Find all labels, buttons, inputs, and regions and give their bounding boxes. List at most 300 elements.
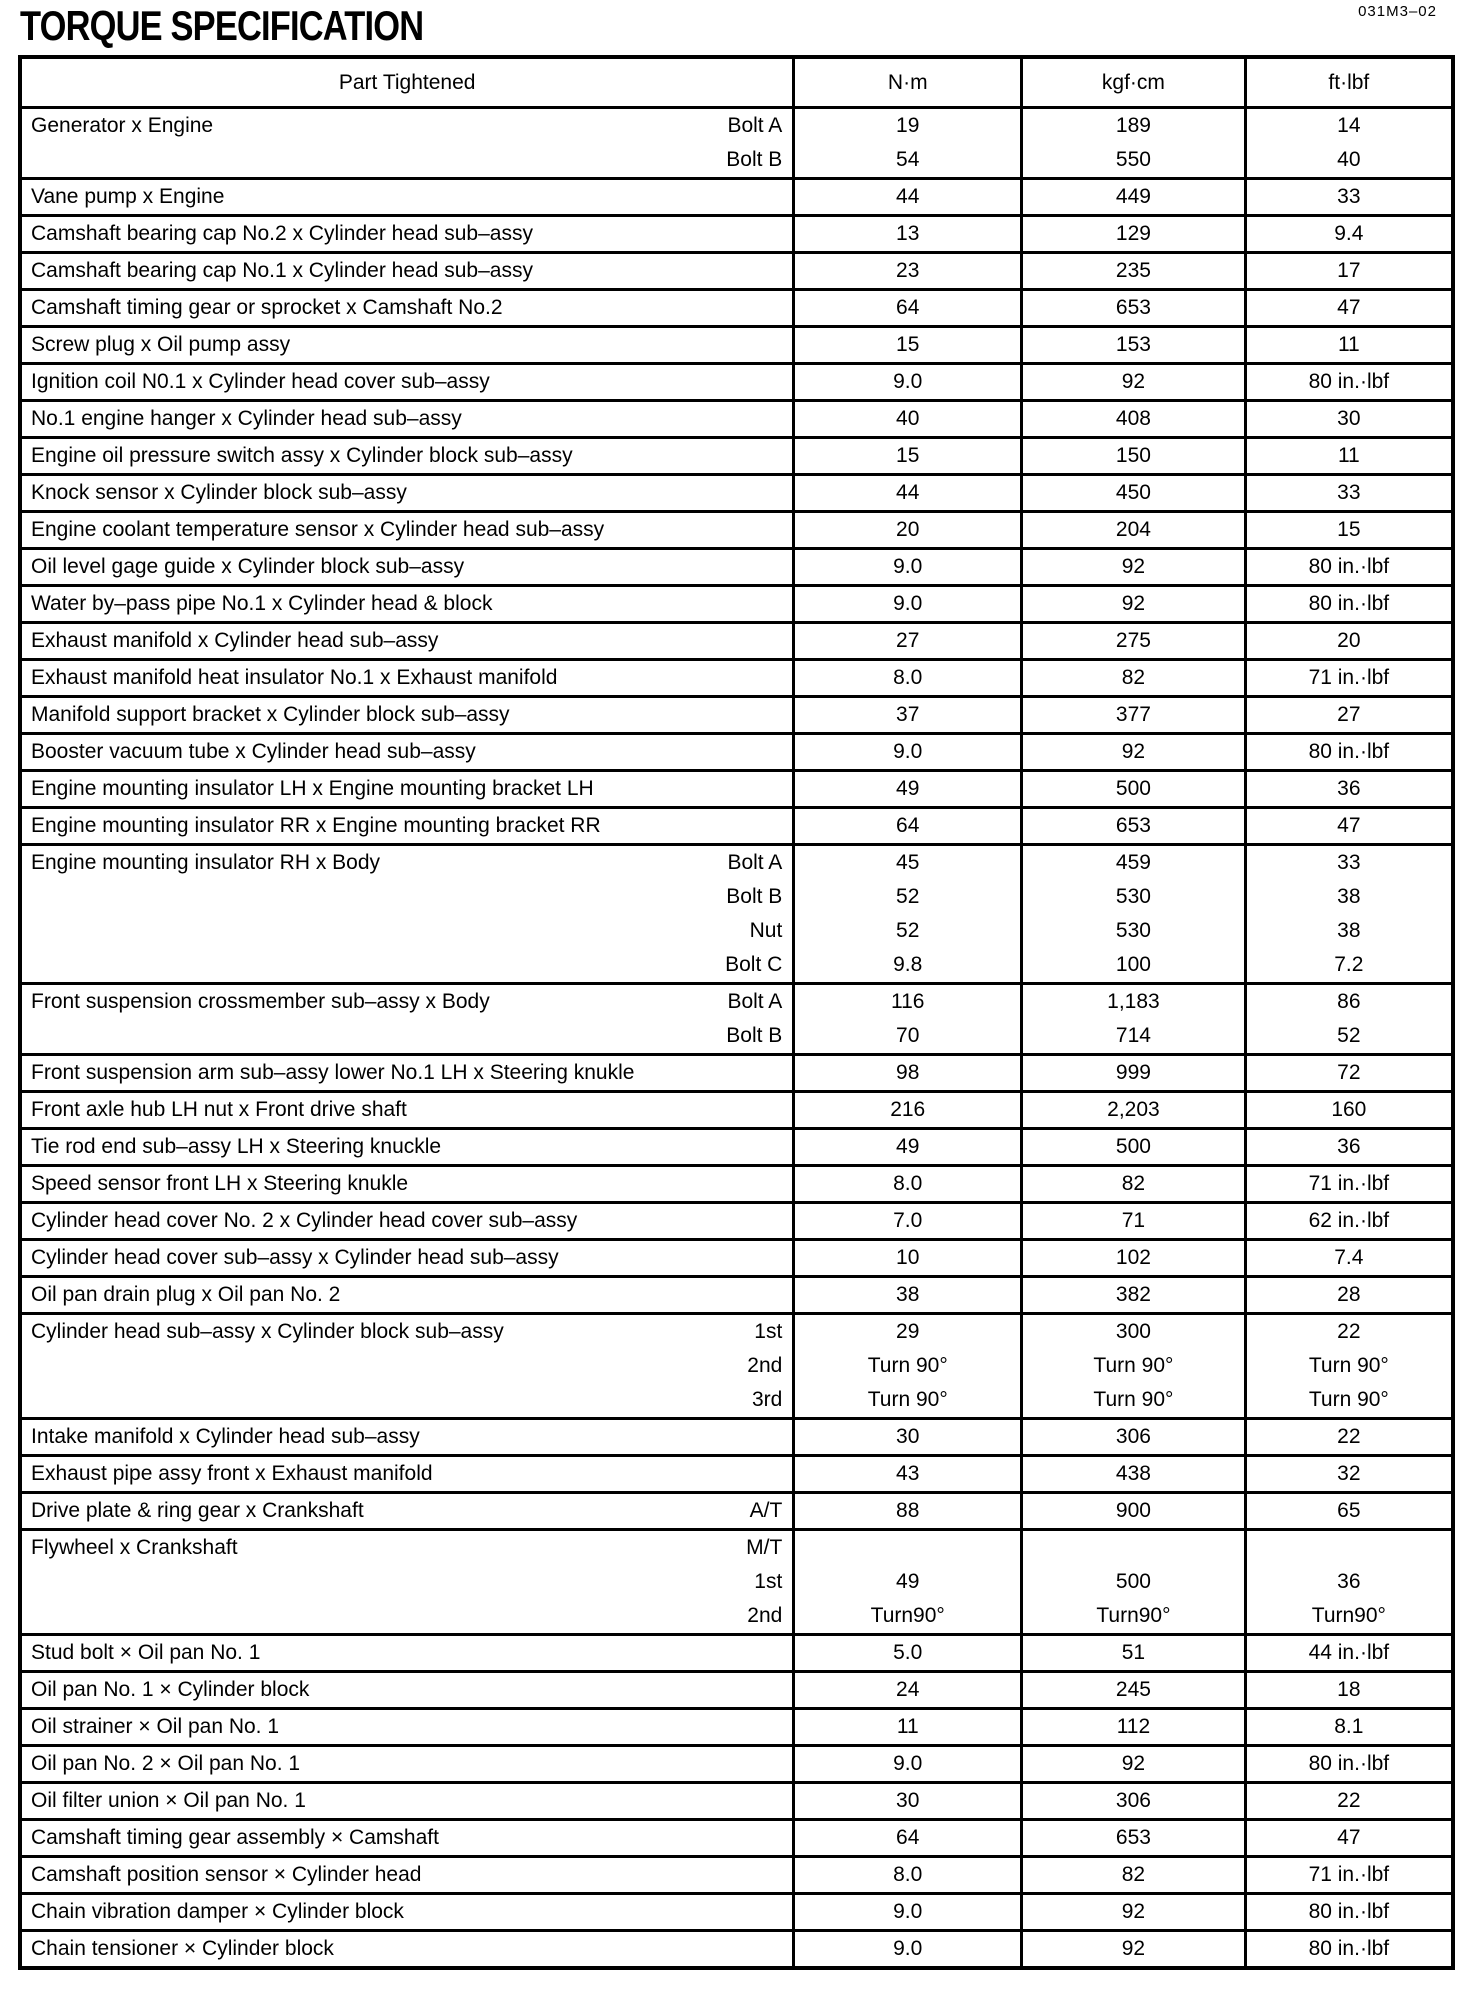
torque-value: 216 (890, 1098, 926, 1121)
value-cell-kgfcm (1022, 179, 1246, 216)
part-name: Engine coolant temperature sensor x Cylinder head sub–assy (31, 518, 605, 541)
value-cell-nm (794, 1635, 1022, 1672)
doc-code: 031M3–02 (1358, 3, 1437, 20)
table-row (20, 734, 1453, 771)
part-tightened-cell (20, 216, 794, 253)
value-cell-nm (794, 1456, 1022, 1493)
value-cell-ftlbf (1245, 1314, 1453, 1419)
part-name: Intake manifold x Cylinder head sub–assy (31, 1425, 420, 1448)
value-cell-nm (794, 1931, 1022, 1969)
torque-value: 9.0 (893, 1752, 923, 1775)
part-tightened-cell (20, 1419, 794, 1456)
part-name: Oil strainer × Oil pan No. 1 (31, 1715, 280, 1738)
part-tightened-cell (20, 984, 794, 1055)
torque-value: 999 (1115, 1061, 1151, 1084)
torque-value: 450 (1115, 481, 1151, 504)
value-cell-kgfcm (1022, 1635, 1246, 1672)
value-cell-nm (794, 1530, 1022, 1635)
table-row (20, 364, 1453, 401)
part-sublabel: Nut (749, 919, 783, 942)
torque-value: 15 (896, 333, 920, 356)
torque-value: 306 (1115, 1789, 1151, 1812)
torque-value: 300 (1115, 1320, 1151, 1343)
torque-value: 10 (896, 1246, 920, 1269)
torque-value: 1,183 (1107, 990, 1160, 1013)
part-name: Ignition coil N0.1 x Cylinder head cover sub–assy (31, 370, 490, 393)
value-cell-nm (794, 1240, 1022, 1277)
value-cell-kgfcm (1022, 660, 1246, 697)
torque-value: 653 (1115, 296, 1151, 319)
part-name: Exhaust manifold x Cylinder head sub–assy (31, 629, 439, 652)
torque-value: 40 (1337, 148, 1361, 171)
part-name: Knock sensor x Cylinder block sub–assy (31, 481, 407, 504)
torque-value: 64 (896, 814, 920, 837)
value-cell-ftlbf (1245, 1493, 1453, 1530)
torque-value: 30 (896, 1425, 920, 1448)
part-name: Stud bolt × Oil pan No. 1 (31, 1641, 261, 1664)
torque-value: 36 (1337, 1570, 1361, 1593)
torque-value: 92 (1121, 592, 1146, 615)
torque-value: 20 (1337, 629, 1361, 652)
table-row (20, 1493, 1453, 1530)
torque-value: 22 (1337, 1320, 1361, 1343)
torque-value (1247, 1531, 1451, 1565)
part-tightened-cell (20, 438, 794, 475)
value-cell-kgfcm (1022, 1055, 1246, 1092)
table-row (20, 1456, 1453, 1493)
table-header-row (20, 57, 1453, 108)
value-cell-ftlbf (1245, 586, 1453, 623)
part-tightened-cell (20, 1166, 794, 1203)
table-row (20, 1092, 1453, 1129)
value-cell-ftlbf (1245, 697, 1453, 734)
torque-value: 40 (896, 407, 920, 430)
torque-value: Turn90° (1311, 1604, 1386, 1627)
torque-value: 44 (896, 481, 920, 504)
table-row (20, 845, 1453, 984)
torque-value: 129 (1115, 222, 1151, 245)
value-cell-kgfcm (1022, 1783, 1246, 1820)
torque-value: 64 (896, 1826, 920, 1849)
part-name: Exhaust manifold heat insulator No.1 x Exhaust manifold (31, 666, 558, 689)
torque-value: 64 (896, 296, 920, 319)
torque-value: 27 (896, 629, 920, 652)
torque-value: 112 (1116, 1715, 1151, 1738)
torque-value: 36 (1337, 777, 1361, 800)
table-row (20, 1672, 1453, 1709)
part-sublabel: 1st (754, 1320, 783, 1343)
table-row (20, 697, 1453, 734)
value-cell-nm (794, 549, 1022, 586)
value-cell-kgfcm (1022, 734, 1246, 771)
value-cell-nm (794, 475, 1022, 512)
value-cell-kgfcm (1022, 1709, 1246, 1746)
table-row (20, 108, 1453, 179)
table-row (20, 1166, 1453, 1203)
value-cell-ftlbf (1245, 771, 1453, 808)
part-name: Oil pan No. 1 × Cylinder block (31, 1678, 310, 1701)
value-cell-ftlbf (1245, 1672, 1453, 1709)
torque-value: 72 (1337, 1061, 1361, 1084)
torque-value: 15 (1337, 518, 1361, 541)
part-name: Manifold support bracket x Cylinder block sub–assy (31, 703, 510, 726)
value-cell-ftlbf (1245, 1277, 1453, 1314)
value-cell-nm (794, 1277, 1022, 1314)
part-name: Exhaust pipe assy front x Exhaust manifold (31, 1462, 433, 1485)
torque-value: 5.0 (893, 1641, 923, 1664)
table-row (20, 512, 1453, 549)
value-cell-nm (794, 1129, 1022, 1166)
torque-value: 49 (896, 777, 920, 800)
value-cell-kgfcm (1022, 1166, 1246, 1203)
column-header-part-tightened: Part Tightened (20, 57, 794, 108)
value-cell-ftlbf (1245, 1240, 1453, 1277)
part-tightened-cell (20, 253, 794, 290)
column-header-nm: N·m (794, 57, 1022, 108)
value-cell-kgfcm (1022, 845, 1246, 984)
table-row (20, 771, 1453, 808)
part-sublabel: 1st (754, 1570, 783, 1593)
part-sublabel: A/T (749, 1499, 783, 1522)
value-cell-ftlbf (1245, 108, 1453, 179)
torque-value: 82 (1121, 1863, 1146, 1886)
table-row (20, 1203, 1453, 1240)
part-name: Camshaft bearing cap No.2 x Cylinder head sub–assy (31, 222, 533, 245)
torque-value: 653 (1115, 814, 1151, 837)
value-cell-ftlbf (1245, 808, 1453, 845)
value-cell-ftlbf (1245, 1820, 1453, 1857)
torque-value: 37 (896, 703, 920, 726)
torque-value: 900 (1115, 1499, 1151, 1522)
torque-value: 22 (1337, 1789, 1361, 1812)
torque-value: 11 (896, 1715, 919, 1738)
value-cell-ftlbf (1245, 216, 1453, 253)
value-cell-ftlbf (1245, 1709, 1453, 1746)
value-cell-kgfcm (1022, 1672, 1246, 1709)
part-sublabel: Bolt A (727, 851, 783, 874)
table-row (20, 1419, 1453, 1456)
part-name: Cylinder head sub–assy x Cylinder block sub–assy (31, 1320, 504, 1343)
torque-value: 9.0 (893, 1900, 923, 1923)
part-name: Oil level gage guide x Cylinder block sub–assy (31, 555, 465, 578)
value-cell-nm (794, 512, 1022, 549)
table-row (20, 438, 1453, 475)
value-cell-kgfcm (1022, 290, 1246, 327)
torque-value: 71 in.·lbf (1308, 1863, 1390, 1886)
table-row (20, 1709, 1453, 1746)
part-name: Flywheel x Crankshaft (31, 1536, 238, 1559)
torque-value: 38 (896, 1283, 920, 1306)
value-cell-ftlbf (1245, 290, 1453, 327)
table-row (20, 1635, 1453, 1672)
part-tightened-cell (20, 1277, 794, 1314)
value-cell-kgfcm (1022, 253, 1246, 290)
table-row (20, 475, 1453, 512)
part-tightened-cell (20, 512, 794, 549)
value-cell-kgfcm (1022, 586, 1246, 623)
value-cell-kgfcm (1022, 327, 1246, 364)
torque-specification-table (18, 55, 1455, 1970)
table-row (20, 216, 1453, 253)
torque-value: 54 (896, 148, 920, 171)
part-tightened-cell (20, 1456, 794, 1493)
torque-value: 8.0 (893, 1172, 923, 1195)
value-cell-nm (794, 401, 1022, 438)
value-cell-nm (794, 1092, 1022, 1129)
value-cell-nm (794, 1419, 1022, 1456)
torque-value: 153 (1115, 333, 1151, 356)
part-sublabel: Bolt B (726, 148, 783, 171)
torque-value: 102 (1115, 1246, 1151, 1269)
torque-value: 189 (1115, 114, 1151, 137)
value-cell-kgfcm (1022, 1820, 1246, 1857)
value-cell-ftlbf (1245, 734, 1453, 771)
value-cell-kgfcm (1022, 1894, 1246, 1931)
value-cell-kgfcm (1022, 1493, 1246, 1530)
part-name: Generator x Engine (31, 114, 214, 137)
torque-value: Turn 90° (1308, 1354, 1389, 1377)
torque-value: 71 in.·lbf (1308, 1172, 1390, 1195)
torque-value: 15 (896, 444, 920, 467)
table-row (20, 808, 1453, 845)
torque-value: 71 (1121, 1209, 1146, 1232)
torque-value: 86 (1337, 990, 1361, 1013)
part-sublabel: M/T (746, 1536, 783, 1559)
value-cell-kgfcm (1022, 364, 1246, 401)
part-tightened-cell (20, 1857, 794, 1894)
part-tightened-cell (20, 1672, 794, 1709)
torque-value: 306 (1115, 1425, 1151, 1448)
torque-value: 9.8 (893, 953, 923, 976)
torque-value: 7.4 (1334, 1246, 1364, 1269)
part-name: Oil filter union × Oil pan No. 1 (31, 1789, 306, 1812)
part-tightened-cell (20, 364, 794, 401)
part-tightened-cell (20, 1530, 794, 1635)
value-cell-nm (794, 108, 1022, 179)
torque-value: 449 (1115, 185, 1151, 208)
torque-value: 9.0 (893, 555, 923, 578)
torque-value: 80 in.·lbf (1308, 370, 1390, 393)
torque-value: 653 (1115, 1826, 1151, 1849)
torque-value: 550 (1115, 148, 1151, 171)
value-cell-ftlbf (1245, 179, 1453, 216)
torque-value: Turn 90° (1093, 1354, 1174, 1377)
value-cell-kgfcm (1022, 1092, 1246, 1129)
torque-value: 7.0 (893, 1209, 923, 1232)
torque-value: 27 (1337, 703, 1361, 726)
torque-value: 14 (1337, 114, 1361, 137)
value-cell-ftlbf (1245, 1857, 1453, 1894)
part-tightened-cell (20, 734, 794, 771)
value-cell-kgfcm (1022, 1240, 1246, 1277)
table-row (20, 586, 1453, 623)
value-cell-nm (794, 771, 1022, 808)
table-row (20, 623, 1453, 660)
table-row (20, 1240, 1453, 1277)
torque-value: 80 in.·lbf (1308, 1752, 1390, 1775)
torque-value: 18 (1337, 1678, 1361, 1701)
torque-value: 500 (1115, 1570, 1151, 1593)
torque-value: 52 (1337, 1024, 1361, 1047)
value-cell-kgfcm (1022, 1203, 1246, 1240)
torque-value: 62 in.·lbf (1308, 1209, 1390, 1232)
torque-value: 49 (896, 1135, 920, 1158)
value-cell-ftlbf (1245, 475, 1453, 512)
part-tightened-cell (20, 845, 794, 984)
value-cell-ftlbf (1245, 1203, 1453, 1240)
part-name: Engine mounting insulator LH x Engine mounting bracket LH (31, 777, 594, 800)
torque-value: 52 (896, 885, 920, 908)
torque-table-body (20, 108, 1453, 1969)
value-cell-kgfcm (1022, 1746, 1246, 1783)
torque-value: 530 (1115, 919, 1151, 942)
part-sublabel: Bolt A (727, 114, 783, 137)
part-name: Camshaft bearing cap No.1 x Cylinder head sub–assy (31, 259, 533, 282)
part-tightened-cell (20, 623, 794, 660)
part-tightened-cell (20, 1931, 794, 1969)
value-cell-nm (794, 1894, 1022, 1931)
torque-value: 11 (1337, 444, 1360, 467)
torque-value (795, 1531, 1020, 1565)
value-cell-nm (794, 1203, 1022, 1240)
torque-value: 530 (1115, 885, 1151, 908)
part-name: Vane pump x Engine (31, 185, 225, 208)
value-cell-nm (794, 808, 1022, 845)
torque-value: 52 (896, 919, 920, 942)
value-cell-ftlbf (1245, 401, 1453, 438)
torque-value: 47 (1337, 296, 1361, 319)
value-cell-nm (794, 984, 1022, 1055)
torque-value: 49 (896, 1570, 920, 1593)
torque-value: Turn 90° (867, 1388, 948, 1411)
value-cell-ftlbf (1245, 1166, 1453, 1203)
value-cell-kgfcm (1022, 623, 1246, 660)
part-sublabel: 3rd (751, 1388, 783, 1411)
torque-value: 92 (1121, 1900, 1146, 1923)
torque-value: 82 (1121, 666, 1146, 689)
torque-value: 29 (896, 1320, 920, 1343)
torque-value: 500 (1115, 1135, 1151, 1158)
part-name: Water by–pass pipe No.1 x Cylinder head & block (31, 592, 493, 615)
torque-value: 408 (1115, 407, 1151, 430)
torque-value: 19 (896, 114, 920, 137)
part-name: Tie rod end sub–assy LH x Steering knuckle (31, 1135, 442, 1158)
part-name: Screw plug x Oil pump assy (31, 333, 291, 356)
torque-value: 51 (1121, 1641, 1146, 1664)
table-row (20, 253, 1453, 290)
value-cell-ftlbf (1245, 984, 1453, 1055)
torque-value: Turn 90° (1308, 1388, 1389, 1411)
value-cell-nm (794, 1166, 1022, 1203)
value-cell-nm (794, 734, 1022, 771)
torque-value: 13 (896, 222, 920, 245)
part-tightened-cell (20, 771, 794, 808)
torque-value: 92 (1121, 1937, 1146, 1960)
torque-value: 714 (1115, 1024, 1151, 1047)
value-cell-nm (794, 438, 1022, 475)
value-cell-ftlbf (1245, 364, 1453, 401)
value-cell-nm (794, 1672, 1022, 1709)
torque-value: 30 (1337, 407, 1361, 430)
torque-value: Turn90° (1096, 1604, 1171, 1627)
torque-value: 44 in.·lbf (1308, 1641, 1390, 1664)
table-row (20, 984, 1453, 1055)
table-row (20, 1820, 1453, 1857)
part-name: No.1 engine hanger x Cylinder head sub–assy (31, 407, 462, 430)
torque-value: 38 (1337, 885, 1361, 908)
part-tightened-cell (20, 1709, 794, 1746)
value-cell-nm (794, 327, 1022, 364)
value-cell-ftlbf (1245, 1931, 1453, 1969)
value-cell-ftlbf (1245, 623, 1453, 660)
part-tightened-cell (20, 475, 794, 512)
value-cell-ftlbf (1245, 1055, 1453, 1092)
part-tightened-cell (20, 808, 794, 845)
table-row (20, 290, 1453, 327)
part-tightened-cell (20, 179, 794, 216)
part-tightened-cell (20, 327, 794, 364)
torque-value: 88 (896, 1499, 920, 1522)
part-tightened-cell (20, 1894, 794, 1931)
torque-value: 9.0 (893, 1937, 923, 1960)
value-cell-nm (794, 290, 1022, 327)
torque-value: Turn 90° (1093, 1388, 1174, 1411)
torque-value: 36 (1337, 1135, 1361, 1158)
page-title: TORQUE SPECIFICATION (20, 2, 424, 49)
value-cell-kgfcm (1022, 401, 1246, 438)
torque-value: 33 (1337, 481, 1361, 504)
torque-value: 70 (896, 1024, 920, 1047)
part-name: Cylinder head cover sub–assy x Cylinder head sub–assy (31, 1246, 559, 1269)
torque-value: 82 (1121, 1172, 1146, 1195)
value-cell-nm (794, 364, 1022, 401)
part-tightened-cell (20, 549, 794, 586)
torque-value: 2,203 (1107, 1098, 1160, 1121)
table-row (20, 1746, 1453, 1783)
table-row (20, 1530, 1453, 1635)
torque-value: 150 (1115, 444, 1151, 467)
value-cell-ftlbf (1245, 1419, 1453, 1456)
part-tightened-cell (20, 108, 794, 179)
torque-value: 160 (1331, 1098, 1367, 1121)
table-row (20, 549, 1453, 586)
value-cell-kgfcm (1022, 475, 1246, 512)
torque-value: 80 in.·lbf (1308, 555, 1390, 578)
table-row (20, 1129, 1453, 1166)
torque-value: 438 (1115, 1462, 1151, 1485)
torque-value: 80 in.·lbf (1308, 1900, 1390, 1923)
table-row (20, 401, 1453, 438)
torque-value: 47 (1337, 814, 1361, 837)
torque-value: Turn90° (870, 1604, 945, 1627)
part-tightened-cell (20, 1055, 794, 1092)
torque-value: 92 (1121, 555, 1146, 578)
part-tightened-cell (20, 1635, 794, 1672)
part-name: Front axle hub LH nut x Front drive shaft (31, 1098, 407, 1121)
torque-value: 9.0 (893, 592, 923, 615)
part-tightened-cell (20, 1783, 794, 1820)
value-cell-ftlbf (1245, 1092, 1453, 1129)
value-cell-nm (794, 1493, 1022, 1530)
table-row (20, 1277, 1453, 1314)
torque-value: Turn 90° (867, 1354, 948, 1377)
part-sublabel: 2nd (747, 1354, 783, 1377)
value-cell-nm (794, 660, 1022, 697)
torque-value: 22 (1337, 1425, 1361, 1448)
part-tightened-cell (20, 697, 794, 734)
value-cell-kgfcm (1022, 697, 1246, 734)
torque-value: 28 (1337, 1283, 1361, 1306)
